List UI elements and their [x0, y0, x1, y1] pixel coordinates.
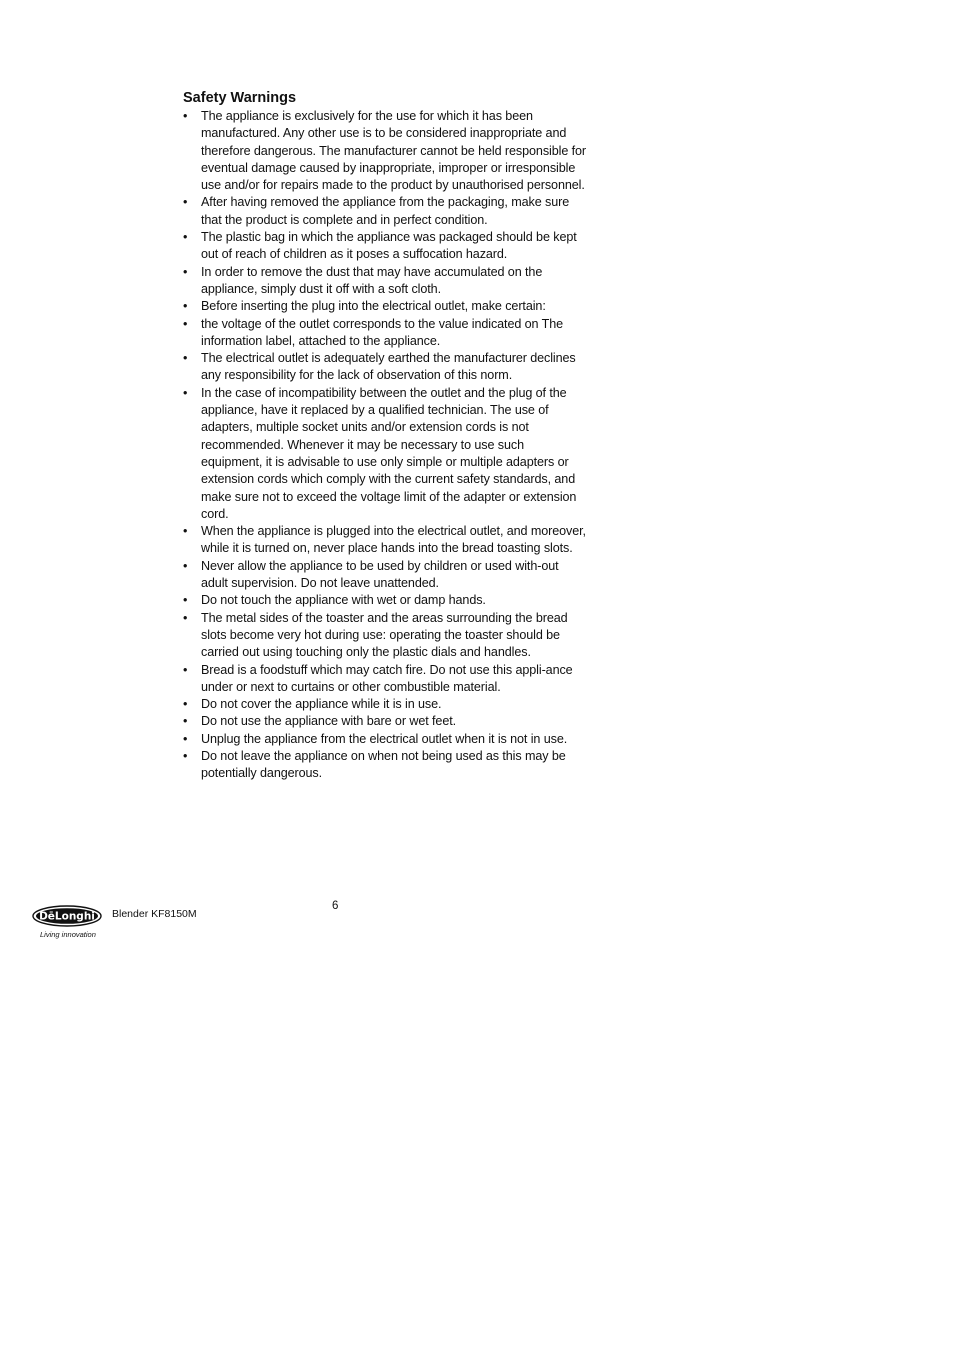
- warning-item: [183, 385, 588, 523]
- warning-text: The appliance is exclusively for the use for which it has been manufactured. Any other use is to be considered inappropriate and therefore dangerous. The manufacturer cannot be held responsible for eventual damage caused by inappropriate, improper or irresponsible use and/or for repairs made to the product by unauthorised personnel.: [201, 109, 587, 193]
- product-name: Blender KF8150M: [112, 908, 197, 920]
- section-heading: Safety Warnings: [183, 90, 297, 106]
- delonghi-logo: [32, 905, 102, 927]
- warning-item: [183, 592, 588, 609]
- warning-text: Never allow the appliance to be used by children or used with-out adult supervision. Do not leave unattended.: [201, 558, 559, 591]
- warning-text: Before inserting the plug into the electrical outlet, make certain:: [201, 299, 546, 314]
- bullet-icon: •: [183, 195, 188, 210]
- warning-text: Do not use the appliance with bare or wet feet.: [201, 714, 457, 729]
- warning-text: After having removed the appliance from the packaging, make sure that the product is complete and in perfect condition.: [201, 195, 570, 227]
- bullet-icon: •: [183, 316, 188, 331]
- warning-item: [183, 523, 588, 558]
- warning-text: Bread is a foodstuff which may catch fire. Do not use this appli-ance under or next to curtains or other combustible material.: [201, 662, 573, 694]
- warning-item: [183, 316, 588, 351]
- warning-item: [183, 748, 588, 783]
- warning-text: In order to remove the dust that may have accumulated on the appliance, simply dust it off with a soft cloth.: [201, 264, 543, 296]
- warning-item: [183, 350, 588, 385]
- warning-text: In the case of incompatibility between the outlet and the plug of the appliance, have it replaced by a qualified technician. The use of adapters, multiple socket units and/or extension cords is not recommended. Whenever it may be necessary to use such equipment, it is advisable to use only simple or multiple adapters or extension cords which comply with the current safety standards, and make sure not to exceed the voltage limit of the adapter or extension cord.: [201, 385, 577, 521]
- warning-item: [183, 264, 588, 299]
- warning-text: The electrical outlet is adequately earthed the manufacturer declines any responsibility for the lack of observation of this norm.: [201, 351, 576, 383]
- warning-text: The plastic bag in which the appliance was packaged should be kept out of reach of children as it poses a suffocation hazard.: [201, 230, 577, 262]
- bullet-icon: •: [183, 731, 188, 746]
- warning-item: [183, 108, 588, 194]
- bullet-icon: •: [183, 109, 188, 123]
- bullet-icon: •: [183, 524, 188, 539]
- safety-warnings-list: [183, 108, 588, 783]
- bullet-icon: •: [183, 264, 188, 279]
- warning-item: [183, 731, 588, 748]
- warning-item: [183, 713, 588, 730]
- warning-text: When the appliance is plugged into the electrical outlet, and moreover, while it is turned on, never place hands into the bread toasting slots.: [201, 524, 586, 556]
- brand-tagline: Living innovation: [40, 930, 96, 939]
- warning-item: [183, 610, 588, 662]
- warning-text: Unplug the appliance from the electrical outlet when it is not in use.: [201, 731, 568, 746]
- bullet-icon: •: [183, 697, 188, 712]
- page-number: 6: [332, 900, 339, 912]
- warning-item: [183, 229, 588, 264]
- bullet-icon: •: [183, 714, 188, 729]
- warning-text: Do not cover the appliance while it is in use.: [201, 697, 442, 712]
- warning-text: Do not leave the appliance on when not being used as this may be potentially dangerous.: [201, 748, 566, 781]
- document-body: [183, 89, 588, 783]
- bullet-icon: •: [183, 593, 188, 608]
- bullet-icon: •: [183, 662, 188, 677]
- bullet-icon: •: [183, 558, 188, 573]
- warning-item: [183, 298, 588, 315]
- bullet-icon: •: [183, 230, 188, 245]
- bullet-icon: •: [183, 299, 188, 314]
- logo-wordmark: DēLonghi: [39, 910, 95, 923]
- bullet-icon: •: [183, 385, 188, 400]
- warning-item: [183, 194, 588, 229]
- warning-text: the voltage of the outlet corresponds to the value indicated on The information label, attached to the appliance.: [201, 316, 564, 348]
- warning-text: Do not touch the appliance with wet or damp hands.: [201, 593, 486, 608]
- warning-item: [183, 696, 588, 713]
- bullet-icon: •: [183, 351, 188, 366]
- warning-item: [183, 662, 588, 697]
- bullet-icon: •: [183, 748, 188, 763]
- bullet-icon: •: [183, 610, 188, 625]
- warning-text: The metal sides of the toaster and the areas surrounding the bread slots become very hot during use: operating the toaster should be carried out using touching only the plastic dials and handles.: [201, 610, 568, 660]
- warning-item: [183, 558, 588, 593]
